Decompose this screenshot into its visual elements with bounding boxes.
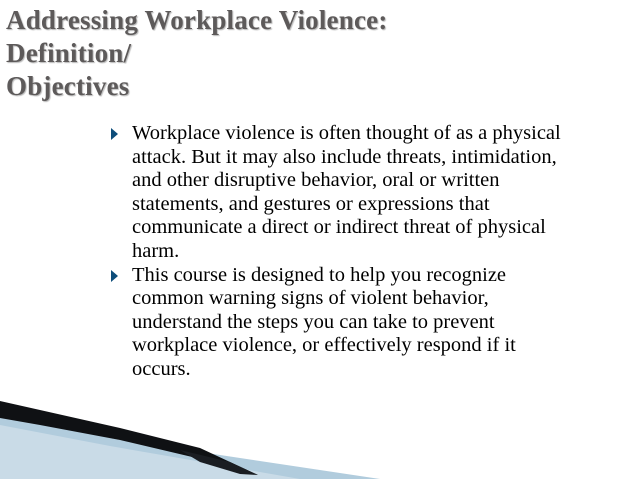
bullet-line: Workplace violence is often thought of as a physical bbox=[132, 122, 561, 144]
bullet-line: This course is designed to help you recognize bbox=[132, 263, 507, 286]
bullet-line: statements, and gestures or expressions that bbox=[132, 192, 490, 215]
bullet-line: communicate a direct or indirect threat of physical bbox=[132, 216, 546, 239]
bullet-line: understand the steps you can take to prevent bbox=[132, 310, 495, 333]
bullet-line: and other disruptive behavior, oral or written bbox=[132, 169, 500, 192]
bullet-line: harm. bbox=[132, 239, 180, 262]
title-line-2: Definition/ bbox=[6, 38, 132, 68]
bullet-line: common warning signs of violent behavior, bbox=[132, 287, 489, 310]
bullet-line: workplace violence, or effectively respond if it bbox=[132, 334, 516, 357]
bullet-line: attack. But it may also include threats, intimidation, bbox=[132, 145, 557, 168]
title-line-1: Addressing Workplace Violence: bbox=[6, 5, 388, 35]
title-line-3: Objectives bbox=[6, 71, 130, 101]
bullet-line: occurs. bbox=[132, 357, 191, 380]
